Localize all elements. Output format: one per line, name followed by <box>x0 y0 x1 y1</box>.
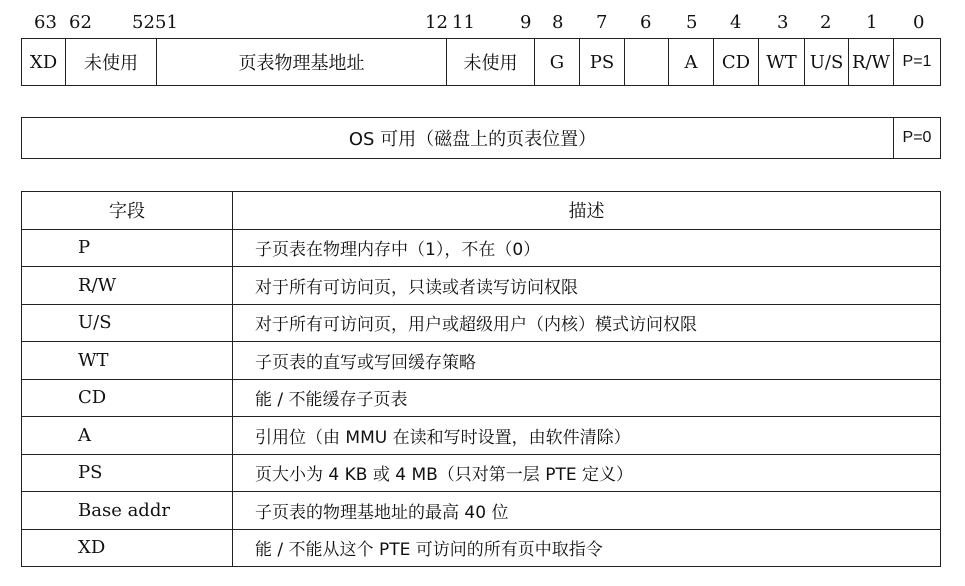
bit-number: 12 <box>425 12 448 33</box>
bit-number: 6 <box>640 12 652 33</box>
field-xd: XD <box>29 51 58 73</box>
field-cell: A <box>22 417 233 455</box>
description-cell: 对于所有可访问页，用户或超级用户（内核）模式访问权限 <box>233 304 941 342</box>
field-cell: P <box>22 229 233 267</box>
field-cell: CD <box>22 379 233 417</box>
description-cell: 对于所有可访问页，只读或者读写访问权限 <box>233 267 941 305</box>
os-available-label: OS 可用（磁盘上的页表位置） <box>348 129 597 150</box>
table-row <box>22 379 941 417</box>
field-p1: P=1 <box>893 39 940 85</box>
field-cell: U/S <box>22 304 233 342</box>
description-cell: 引用位（由 MMU 在读和写时设置，由软件清除） <box>233 417 941 455</box>
field-rw: R/W <box>848 39 893 85</box>
description-cell: 能 / 不能从这个 PTE 可访问的所有页中取指令 <box>233 529 941 567</box>
bit-number: 7 <box>596 12 608 33</box>
field-cell: R/W <box>22 267 233 305</box>
bit-number: 2 <box>820 12 832 33</box>
table-row <box>22 492 941 530</box>
field-description-table <box>21 191 941 567</box>
table-row <box>22 417 941 455</box>
bit-number: 63 <box>34 12 57 33</box>
field-wt: WT <box>758 39 804 85</box>
bit-number: 51 <box>155 12 178 33</box>
description-cell: 子页表的直写或写回缓存策略 <box>233 342 941 380</box>
bit-number: 9 <box>520 12 532 33</box>
bit-number: 1 <box>866 12 878 33</box>
field-cell: XD <box>22 529 233 567</box>
header-field: 字段 <box>22 192 233 230</box>
bit-number: 4 <box>730 12 742 33</box>
field-ps: PS <box>579 39 624 85</box>
field-cell: Base addr <box>22 492 233 530</box>
bit-number: 52 <box>132 12 155 33</box>
field-page-table-base: 页表物理基地址 <box>156 39 446 85</box>
field-cell: WT <box>22 342 233 380</box>
description-cell: 页大小为 4 KB 或 4 MB（只对第一层 PTE 定义） <box>233 454 941 492</box>
header-description: 描述 <box>233 192 941 230</box>
bit-number: 3 <box>777 12 789 33</box>
table-row <box>22 229 941 267</box>
field-p0: P=0 <box>893 118 940 158</box>
description-cell: 能 / 不能缓存子页表 <box>233 379 941 417</box>
field-a: A <box>668 39 713 85</box>
field-us: U/S <box>804 39 848 85</box>
bit-number: 0 <box>913 12 925 33</box>
bit-number: 8 <box>552 12 564 33</box>
table-row <box>22 454 941 492</box>
bit-number-row <box>0 10 965 36</box>
field-g: G <box>534 39 579 85</box>
pte-present-format <box>21 38 941 86</box>
table-row <box>22 529 941 567</box>
bit-number: 11 <box>452 12 475 33</box>
description-cell: 子页表在物理内存中（1），不在（0） <box>233 229 941 267</box>
field-cd: CD <box>713 39 758 85</box>
field-cell: PS <box>22 454 233 492</box>
pte-absent-format <box>21 117 941 159</box>
table-header-row <box>22 192 941 230</box>
field-bit6 <box>624 39 668 85</box>
table-row <box>22 304 941 342</box>
table-row <box>22 267 941 305</box>
table-row <box>22 342 941 380</box>
description-cell: 子页表的物理基地址的最高 40 位 <box>233 492 941 530</box>
bit-number: 62 <box>69 12 92 33</box>
bit-number: 5 <box>686 12 698 33</box>
field-unused-high: 未使用 <box>65 39 156 85</box>
field-unused-low: 未使用 <box>446 39 534 85</box>
